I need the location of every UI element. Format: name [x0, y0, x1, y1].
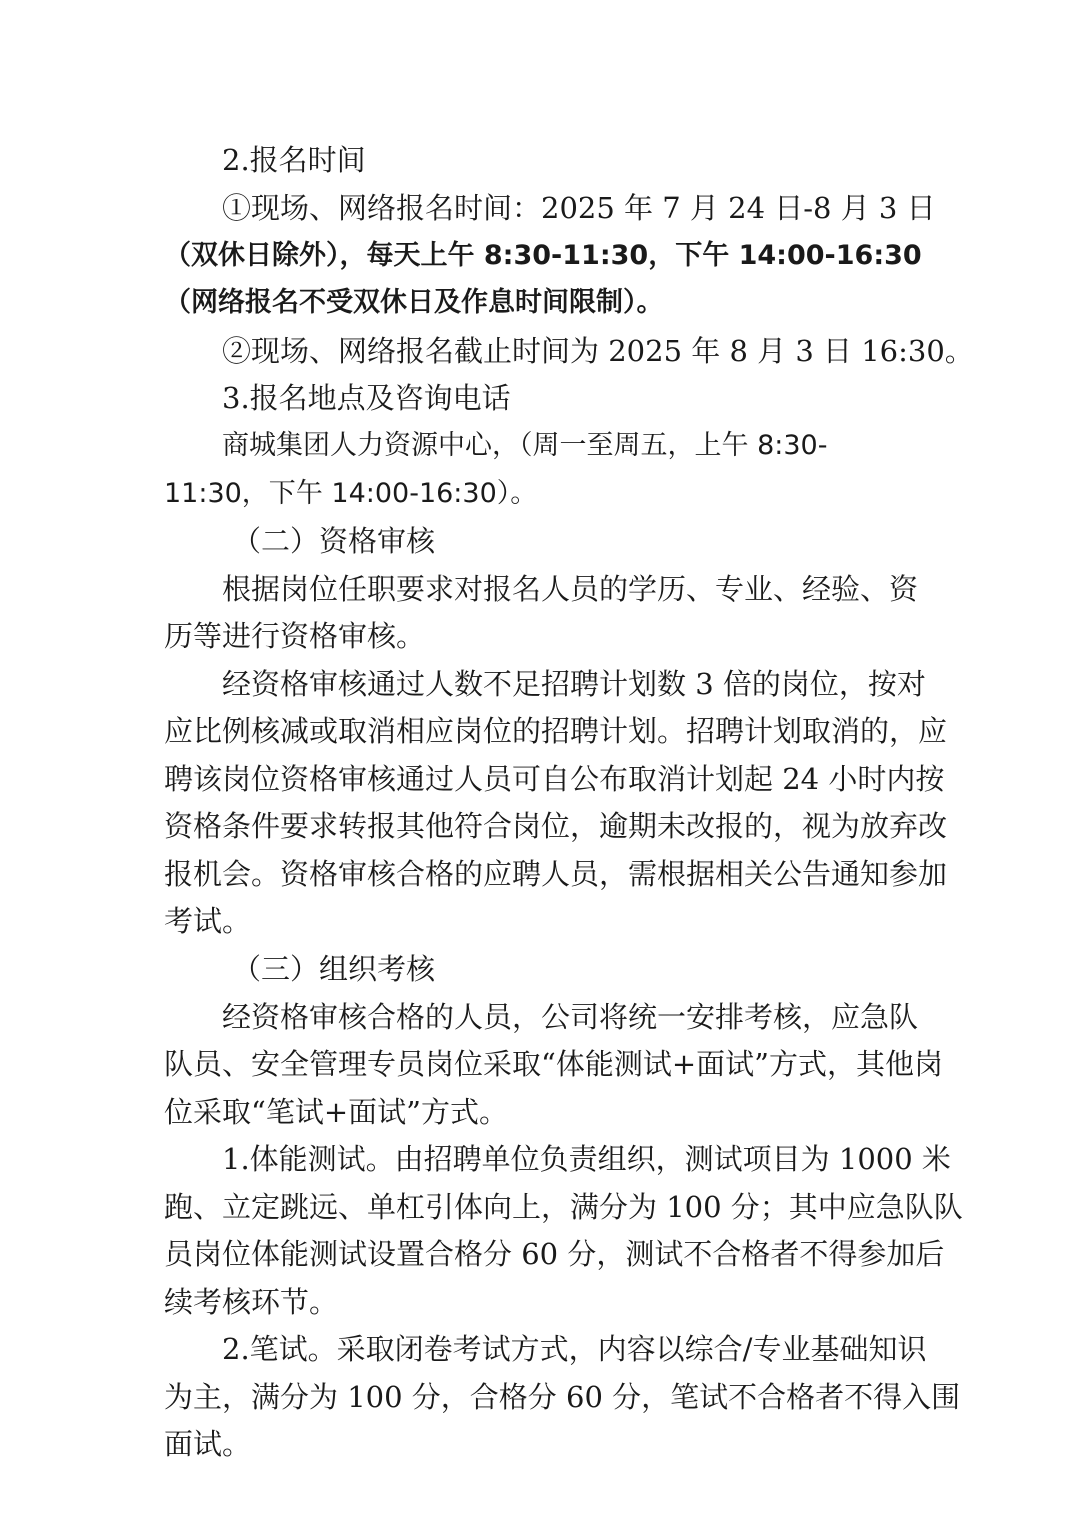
paragraph-line: 跑、立定跳远、单杠引体向上，满分为 100 分；其中应急队队: [164, 1190, 963, 1224]
paragraph-line: 面试。: [164, 1427, 252, 1461]
paragraph-line: 11:30，下午 14:00-16:30）。: [164, 478, 538, 509]
paragraph-line: 资格条件要求转报其他符合岗位，逾期未改报的，视为放弃改: [164, 809, 948, 843]
paragraph-line: 历等进行资格审核。: [164, 619, 426, 653]
paragraph-line: 商城集团人力资源中心，（周一至周五，上午 8:30-: [222, 430, 828, 461]
paragraph-line: 队员、安全管理专员岗位采取“体能测试+面试”方式，其他岗: [164, 1047, 943, 1081]
paragraph-line: 1.体能测试。由招聘单位负责组织，测试项目为 1000 米: [222, 1142, 951, 1176]
section-heading-organize-assessment: （三）组织考核: [232, 952, 436, 986]
paragraph-line: 为主，满分为 100 分，合格分 60 分，笔试不合格者不得入围: [164, 1380, 961, 1414]
paragraph-line: 考试。: [164, 904, 252, 938]
section-heading-registration-time: 2.报名时间: [222, 143, 366, 177]
paragraph-line: 位采取“笔试+面试”方式。: [164, 1095, 508, 1129]
paragraph-line: 员岗位体能测试设置合格分 60 分，测试不合格者不得参加后: [164, 1237, 945, 1271]
paragraph-line: 经资格审核合格的人员，公司将统一安排考核，应急队: [222, 1000, 919, 1034]
paragraph-line: 经资格审核通过人数不足招聘计划数 3 倍的岗位，按对: [222, 667, 926, 701]
paragraph-line: 根据岗位任职要求对报名人员的学历、专业、经验、资: [222, 572, 919, 606]
section-heading-location-contact: 3.报名地点及咨询电话: [222, 381, 511, 415]
paragraph-line: ②现场、网络报名截止时间为 2025 年 8 月 3 日 16:30。: [222, 334, 974, 368]
paragraph-line: 续考核环节。: [164, 1285, 339, 1319]
section-heading-qualification-review: （二）资格审核: [232, 524, 436, 558]
paragraph-line: 2.笔试。采取闭卷考试方式，内容以综合/专业基础知识: [222, 1332, 927, 1366]
paragraph-line: ①现场、网络报名时间：2025 年 7 月 24 日-8 月 3 日: [222, 191, 936, 225]
paragraph-line: 聘该岗位资格审核通过人员可自公布取消计划起 24 小时内按: [164, 762, 945, 796]
paragraph-line: （双休日除外），每天上午 8:30-11:30，下午 14:00-16:30: [164, 240, 922, 271]
paragraph-line: 报机会。资格审核合格的应聘人员，需根据相关公告通知参加: [164, 857, 948, 891]
paragraph-line: （网络报名不受双休日及作息时间限制）。: [164, 287, 664, 318]
paragraph-line: 应比例核减或取消相应岗位的招聘计划。招聘计划取消的，应: [164, 714, 948, 748]
